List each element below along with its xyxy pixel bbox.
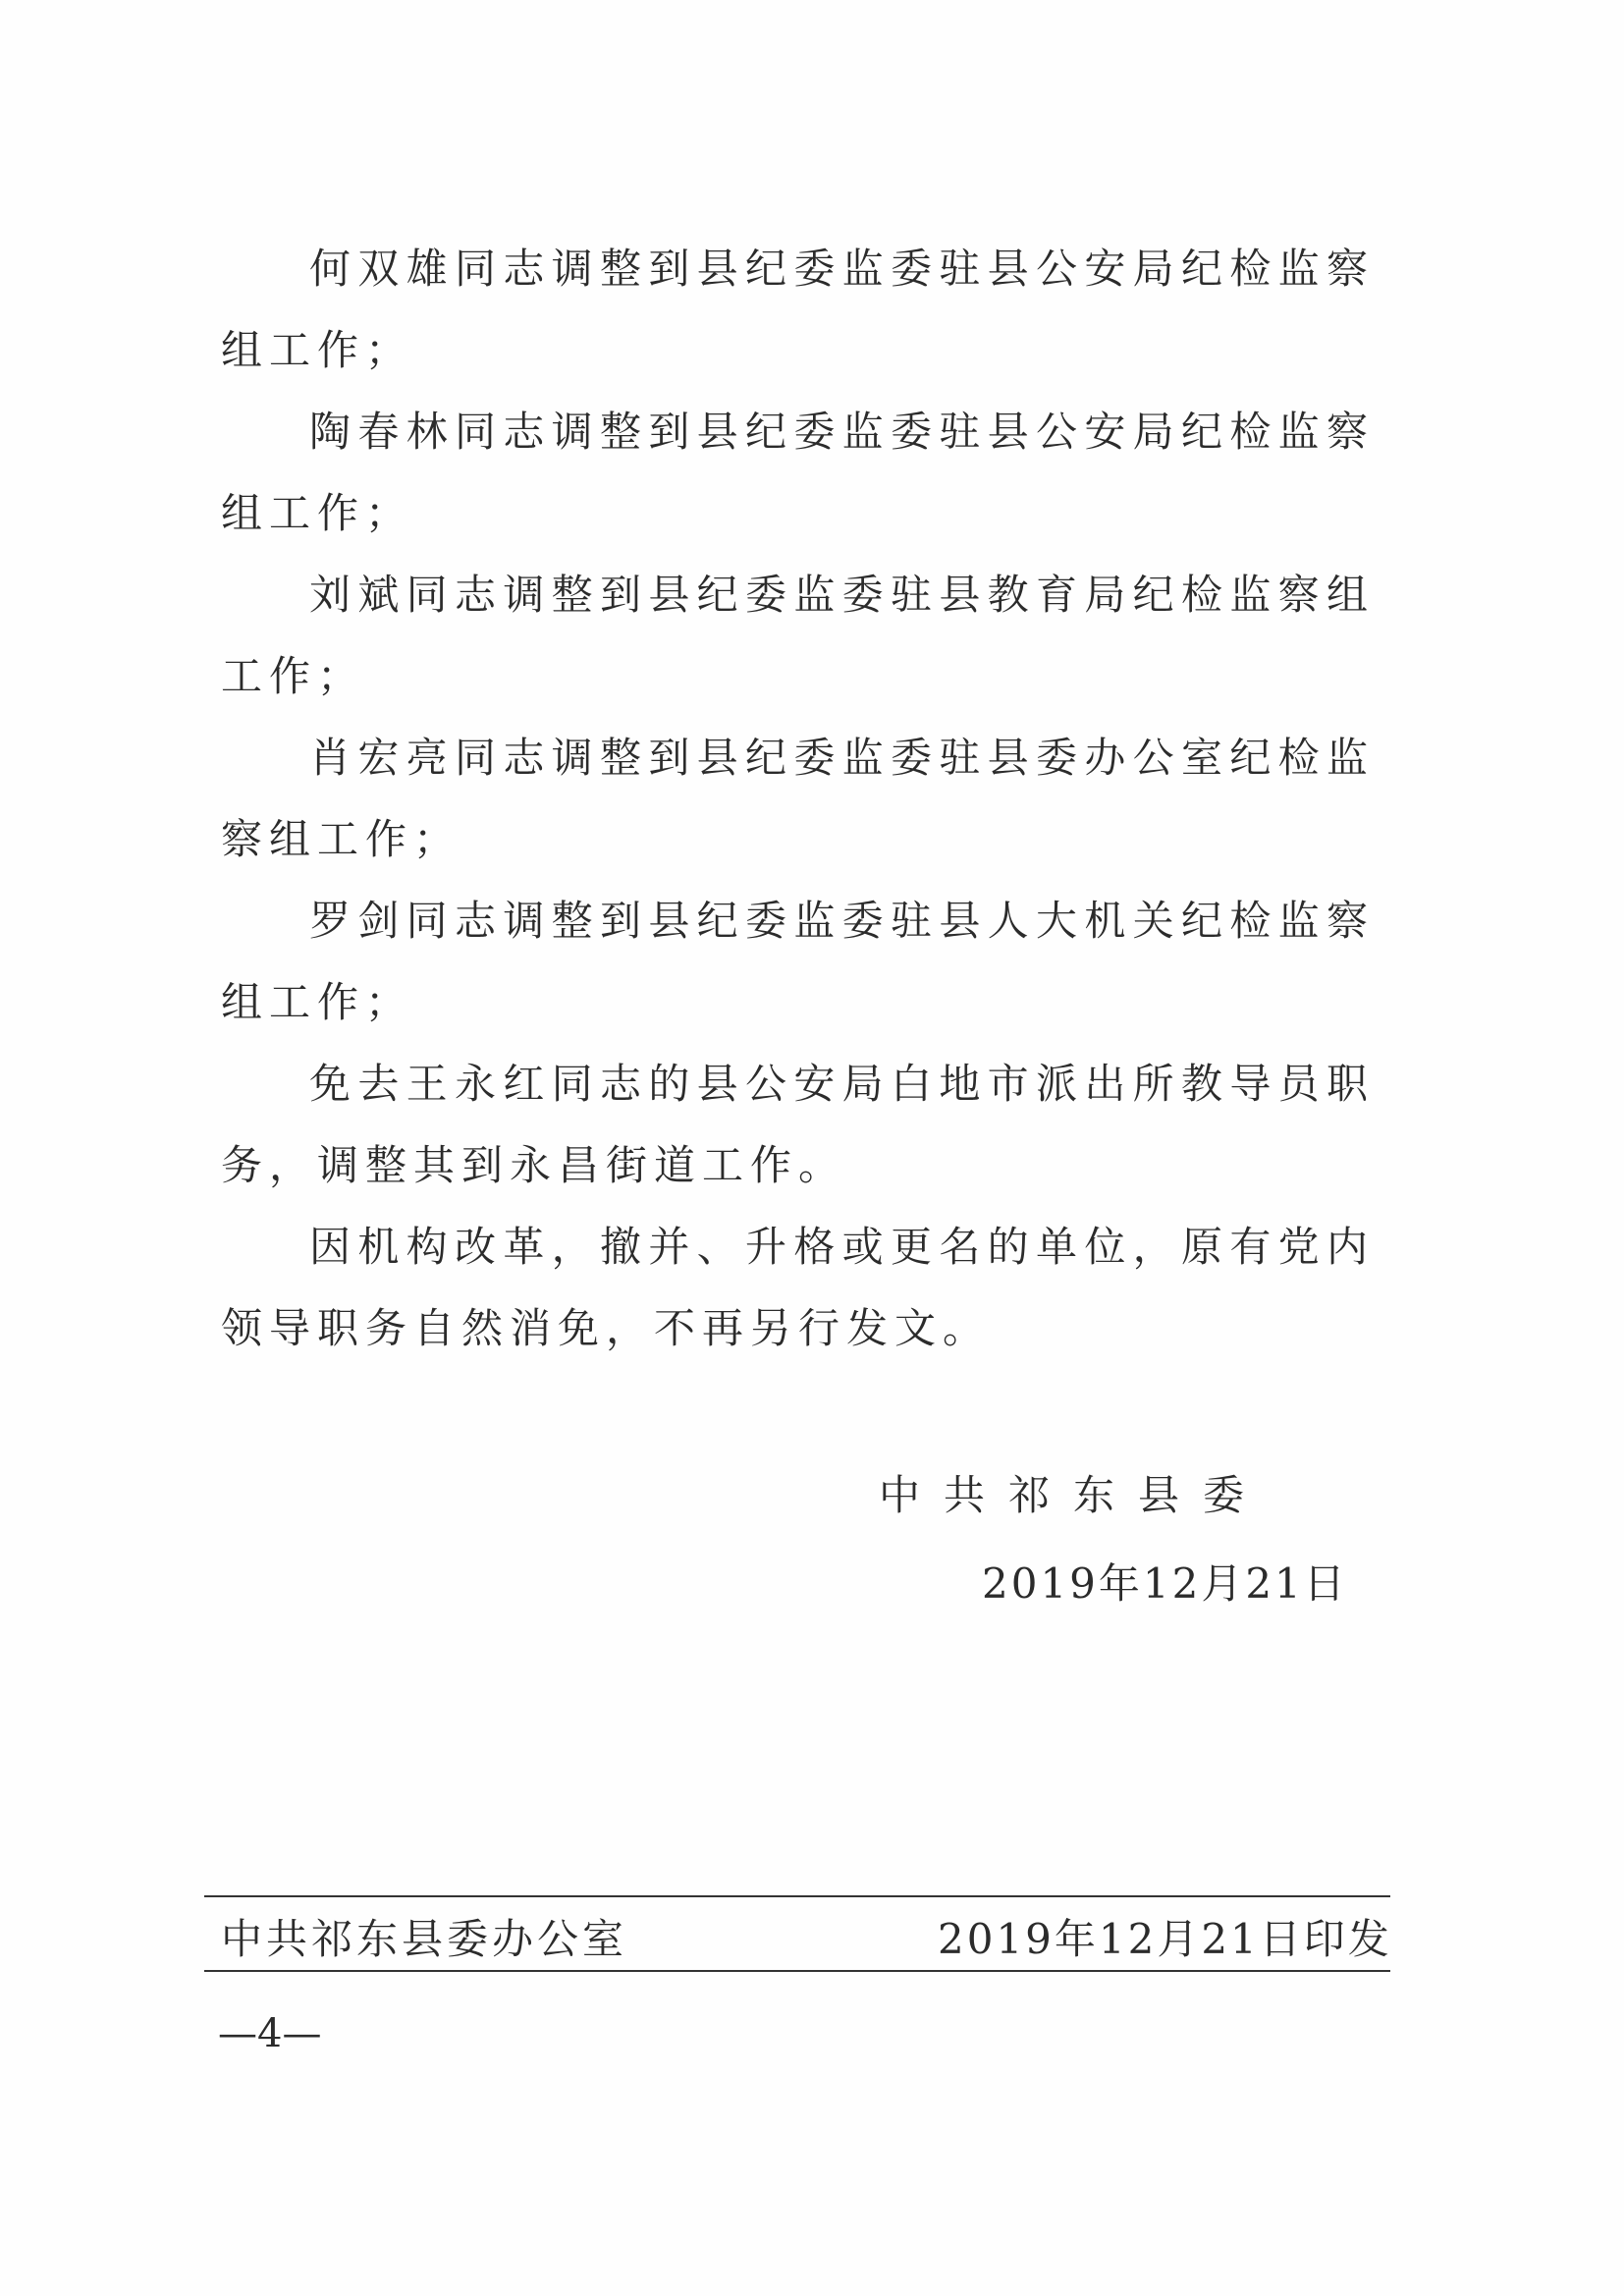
page-number: —4— xyxy=(218,2011,322,2056)
paragraph-wang-yonghong: 免去王永红同志的县公安局白地市派出所教导员职务，调整其到永昌街道工作。 xyxy=(221,1060,1375,1189)
footer-bottom-rule xyxy=(204,1970,1390,1972)
signature-date: 2019年12月21日 xyxy=(982,1559,1348,1608)
signature-organization: 中共祁东县委 xyxy=(879,1471,1269,1519)
footer-issue-date: 2019年12月21日印发 xyxy=(938,1915,1392,1963)
paragraph-xiao-hongliang: 肖宏亮同志调整到县纪委监委驻县委办公室纪检监察组工作； xyxy=(221,734,1375,863)
paragraph-liu-bin: 刘斌同志调整到县纪委监委驻县教育局纪检监察组工作； xyxy=(221,571,1375,700)
footer-issuer: 中共祁东县委办公室 xyxy=(221,1915,628,1963)
document-body xyxy=(221,228,1375,1369)
paragraph-tao-chunlin: 陶春林同志调整到县纪委监委驻县公安局纪检监察组工作； xyxy=(221,408,1375,537)
footer-top-rule xyxy=(204,1895,1390,1897)
paragraph-institutional-reform: 因机构改革，撤并、升格或更名的单位，原有党内领导职务自然消免，不再另行发文。 xyxy=(221,1223,1375,1352)
paragraph-he-shuangxiong: 何双雄同志调整到县纪委监委驻县公安局纪检监察组工作； xyxy=(221,245,1375,374)
paragraph-luo-jian: 罗剑同志调整到县纪委监委驻县人大机关纪检监察组工作； xyxy=(221,897,1375,1026)
